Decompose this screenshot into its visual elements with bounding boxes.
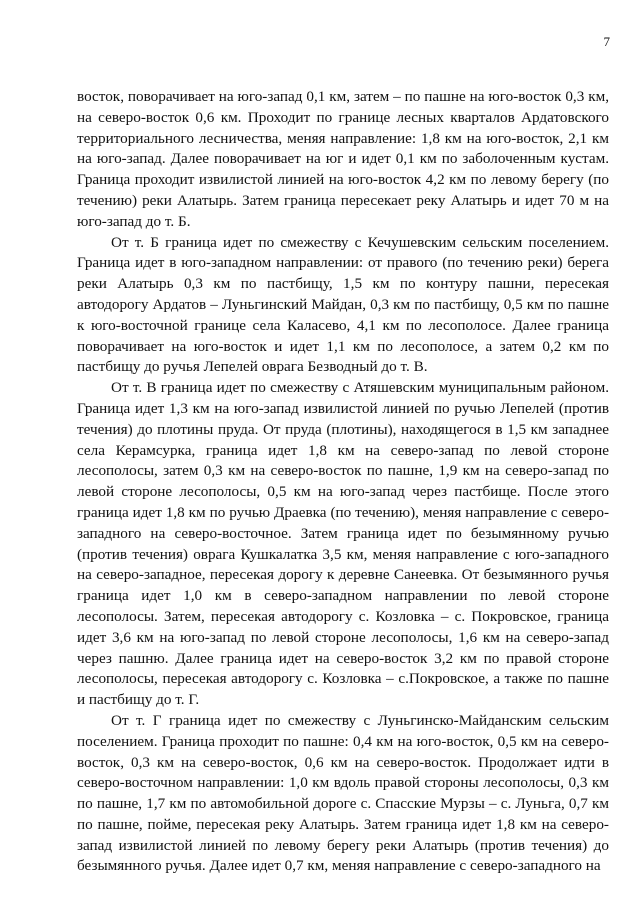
document-body — [77, 87, 609, 877]
paragraph-continued: восток, поворачивает на юго-запад 0,1 км, затем – по пашне на юго-восток 0,3 км, на северо-восток 0,6 км. Проходит по границе лесных кварталов Ардатовского территориального лесничества, меняя направление: 1,8 км на юго-восток, 2,1 км на юго-запад. Далее поворачивает на юг и идет 0,1 км по заболоченным кустам. Граница проходит извилистой линией на юго-восток 4,2 км по левому берегу (по течению) реки Алатырь. Затем граница пересекает реку Алатырь и идет 70 м на юго-запад до т. Б. — [77, 88, 609, 230]
paragraph-point-b: От т. Б граница идет по смежеству с Кечушевским сельским поселением. Граница идет в юго-западном направлении: от правого (по течению реки) берега реки Алатырь 0,3 км по пастбищу, 1,5 км по контуру пашни, пересекая автодорогу Ардатов – Луньгинский Майдан, 0,3 км по пастбищу, 0,5 км по пашне к юго-восточной границе села Каласево, 4,1 км по лесополосе. Далее граница поворачивает на юго-восток и идет 1,1 км по лесополосе, а затем 0,2 км по пастбищу до ручья Лепелей оврага Безводный до т. В. — [77, 233, 609, 376]
page-number: 7 — [603, 34, 610, 49]
paragraph-point-g: От т. Г граница идет по смежеству с Луньгинско-Майданским сельским поселением. Граница проходит по пашне: 0,4 км на юго-восток, 0,5 км на северо-восток, 0,3 км на северо-восток, 0,6 км на северо-восток. Продолжает идти в северо-восточном направлении: 1,0 км вдоль правой стороны лесополосы, 0,3 км по пашне, 1,7 км по автомобильной дороге с. Спасские Мурзы – с. Луньга, 0,7 км по пашне, пойме, пересекая реку Алатырь. Затем граница идет 1,8 км на северо-запад извилистой линией по левому берегу реки Алатырь (против течения) до безымянного ручья. Далее идет 0,7 км, меняя направление с северо-западного на — [77, 711, 609, 875]
paragraph-point-v: От т. В граница идет по смежеству с Атяшевским муниципальным районом. Граница идет 1,3 км на юго-запад извилистой линией по ручью Лепелей (против течения) до плотины пруда. От пруда (плотины), находящегося в 1,5 км западнее села Керамсурка, граница идет 1,8 км на северо-запад по левой стороне лесополосы, затем 0,3 км на северо-восток по пашне, 1,9 км на северо-запад по левой стороне лесополосы, 0,5 км на юго-запад через пастбище. После этого граница идет 1,8 км по ручью Драевка (по течению), меняя направление с северо-западного на северо-восточное. Затем граница идет по безымянному ручью (против течения) оврага Кушкалатка 3,5 км, меняя направление с юго-западного на северо-западное, пересекая дорогу к деревне Санеевка. От безымянного ручья граница идет 1,0 км в северо-западном направлении по левой стороне лесополосы. Затем, пересекая автодорогу с. Козловка – с. Покровское, граница идет 3,6 км на юго-запад по левой стороне лесополосы, 1,6 км на северо-запад через пашню. Далее граница идет на северо-восток 3,2 км по правой стороне лесополосы, пересекая автодорогу с. Козловка – с.Покровское, а также по пашне и пастбищу до т. Г. — [77, 379, 609, 709]
